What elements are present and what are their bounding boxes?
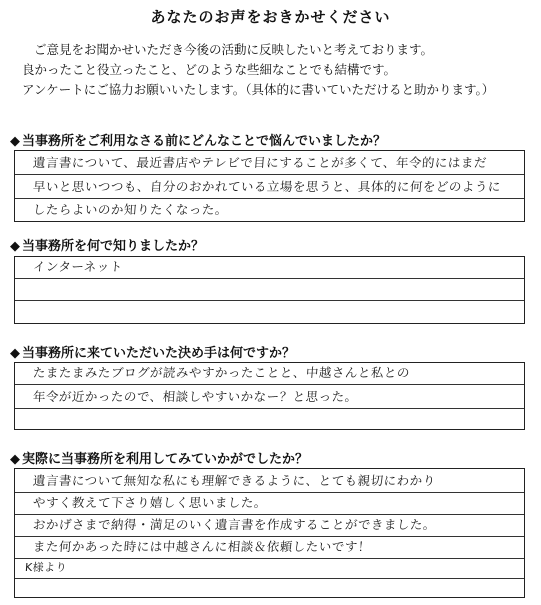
handwritten-answer: 遺言書について無知な私にも理解できるように、とても親切にわかり <box>32 473 437 488</box>
answer-box-1 <box>14 150 525 222</box>
answer-line <box>15 151 524 175</box>
question-text: 当事務所に来ていただいた決め手は何ですか？ <box>22 346 296 361</box>
handwritten-answer: したらよいのか知りたくなった。 <box>32 202 229 217</box>
handwritten-answer: 早いと思いつつも、自分のおかれている立場を思うと、具体的に何をどのように <box>32 179 502 194</box>
diamond-bullet-icon: ◆ <box>10 346 20 361</box>
handwritten-answer: やすく教えて下さり嬉しく思いました。 <box>32 495 268 510</box>
intro-text <box>22 40 532 100</box>
handwritten-answer: インターネット <box>32 259 124 274</box>
answer-line <box>15 559 524 579</box>
answer-line <box>15 301 524 323</box>
handwritten-answer: 年令が近かったので、相談しやすいかなー？と思った。 <box>32 389 359 404</box>
intro-line: アンケートにご協力お願いいたします。（具体的に書いていただけると助かります。） <box>22 82 495 97</box>
intro-line: 良かったこと役立ったこと、どのような些細なことでも結構です。 <box>22 62 397 77</box>
answer-line <box>15 385 524 409</box>
signature: K様より <box>24 561 68 574</box>
answer-line <box>15 279 524 301</box>
answer-box-3 <box>14 362 525 430</box>
answer-line <box>15 579 524 597</box>
handwritten-answer: おかげさまで納得・満足のいく遺言書を作成することができました。 <box>32 517 437 532</box>
diamond-bullet-icon: ◆ <box>10 452 20 467</box>
diamond-bullet-icon: ◆ <box>10 134 20 149</box>
answer-line <box>15 409 524 429</box>
page-title: あなたのお声をおきかせください <box>150 8 391 26</box>
answer-box-2 <box>14 256 525 324</box>
question-text: 当事務所をご利用なさる前にどんなことで悩んでいましたか？ <box>22 134 387 149</box>
answer-line <box>15 515 524 537</box>
question-text: 当事務所を何で知りましたか？ <box>22 239 205 254</box>
intro-line: ご意見をお聞かせいただき今後の活動に反映したいと考えております。 <box>34 42 434 57</box>
diamond-bullet-icon: ◆ <box>10 239 20 254</box>
handwritten-answer: たまたまみたブログが読みやすかったことと、中越さんと私との <box>32 365 411 380</box>
answer-line <box>15 363 524 385</box>
answer-box-4 <box>14 468 525 598</box>
answer-line <box>15 469 524 493</box>
answer-line <box>15 175 524 199</box>
handwritten-answer: 遺言書について、最近書店やテレビで目にすることが多くて、年令的にはまだ <box>32 155 488 170</box>
question-2 <box>10 235 204 254</box>
answer-line <box>15 537 524 559</box>
answer-line <box>15 257 524 279</box>
question-4 <box>10 448 308 467</box>
question-1 <box>10 130 386 149</box>
handwritten-answer: また何かあった時には中越さんに相談＆依頼したいです！ <box>32 539 372 554</box>
answer-line <box>15 199 524 221</box>
question-3 <box>10 342 295 361</box>
question-text: 実際に当事務所を利用してみていかがでしたか？ <box>22 452 309 467</box>
answer-line <box>15 493 524 515</box>
